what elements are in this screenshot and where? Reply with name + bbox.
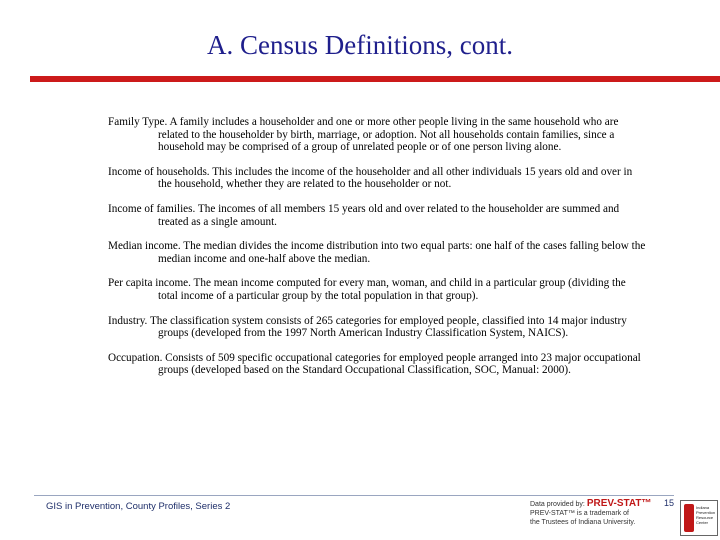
logo-label: Indiana Prevention Resource Center: [696, 505, 716, 525]
definitions-list: [108, 116, 648, 389]
definition-income-households: Income of households. This includes the income of the householder and all other individuals 15 years old and over in the household, whether they are related to the householder or not.: [108, 165, 633, 191]
credit-brand: PREV-STAT™: [586, 498, 652, 509]
definition-per-capita-income: Per capita income. The mean income computed for every man, woman, and child in a particular group (dividing the total income of a particular group by the total population in that group).: [108, 277, 626, 302]
definition-family-type: Family Type. A family includes a householder and one or more other people living in the same household who are related to the householder by birth, marriage, or adoption. Not all households contain families, since a household may be comprised of a group of unrelated people or of one person living alone.: [108, 116, 619, 154]
definition-median-income: Median income. The median divides the income distribution into two equal parts: one half of the cases falling below the median income and one-half above the median.: [108, 240, 646, 265]
slide-title: A. Census Definitions, cont.: [207, 30, 513, 60]
credit-trademark-line1: PREV-STAT™ is a trademark of: [530, 510, 629, 517]
credit-provided-by: Data provided by:: [530, 501, 585, 508]
definition-industry: Industry. The classification system consists of 265 categories for employed people, classified into 14 major industry groups (developed from the 1997 North American Industry Classification System, NAICS).: [108, 314, 627, 340]
footer-series-label: GIS in Prevention, County Profiles, Series 2: [46, 501, 231, 512]
title-divider: [30, 76, 720, 82]
indiana-map-icon: [684, 504, 694, 532]
credit-trademark-line2: the Trustees of Indiana University.: [530, 519, 636, 526]
definition-income-families: Income of families. The incomes of all members 15 years old and over related to the householder are summed and treated as a single amount.: [108, 202, 620, 228]
page-number: 15: [664, 498, 675, 508]
footer-divider: [34, 495, 674, 496]
ipc-logo: [680, 500, 718, 536]
data-credit: [530, 499, 680, 527]
definition-occupation: Occupation. Consists of 509 specific occupational categories for employed people arranged into 23 major occupational groups (developed based on the Standard Occupational Classification, SOC, Manual: 2000).: [108, 351, 641, 377]
